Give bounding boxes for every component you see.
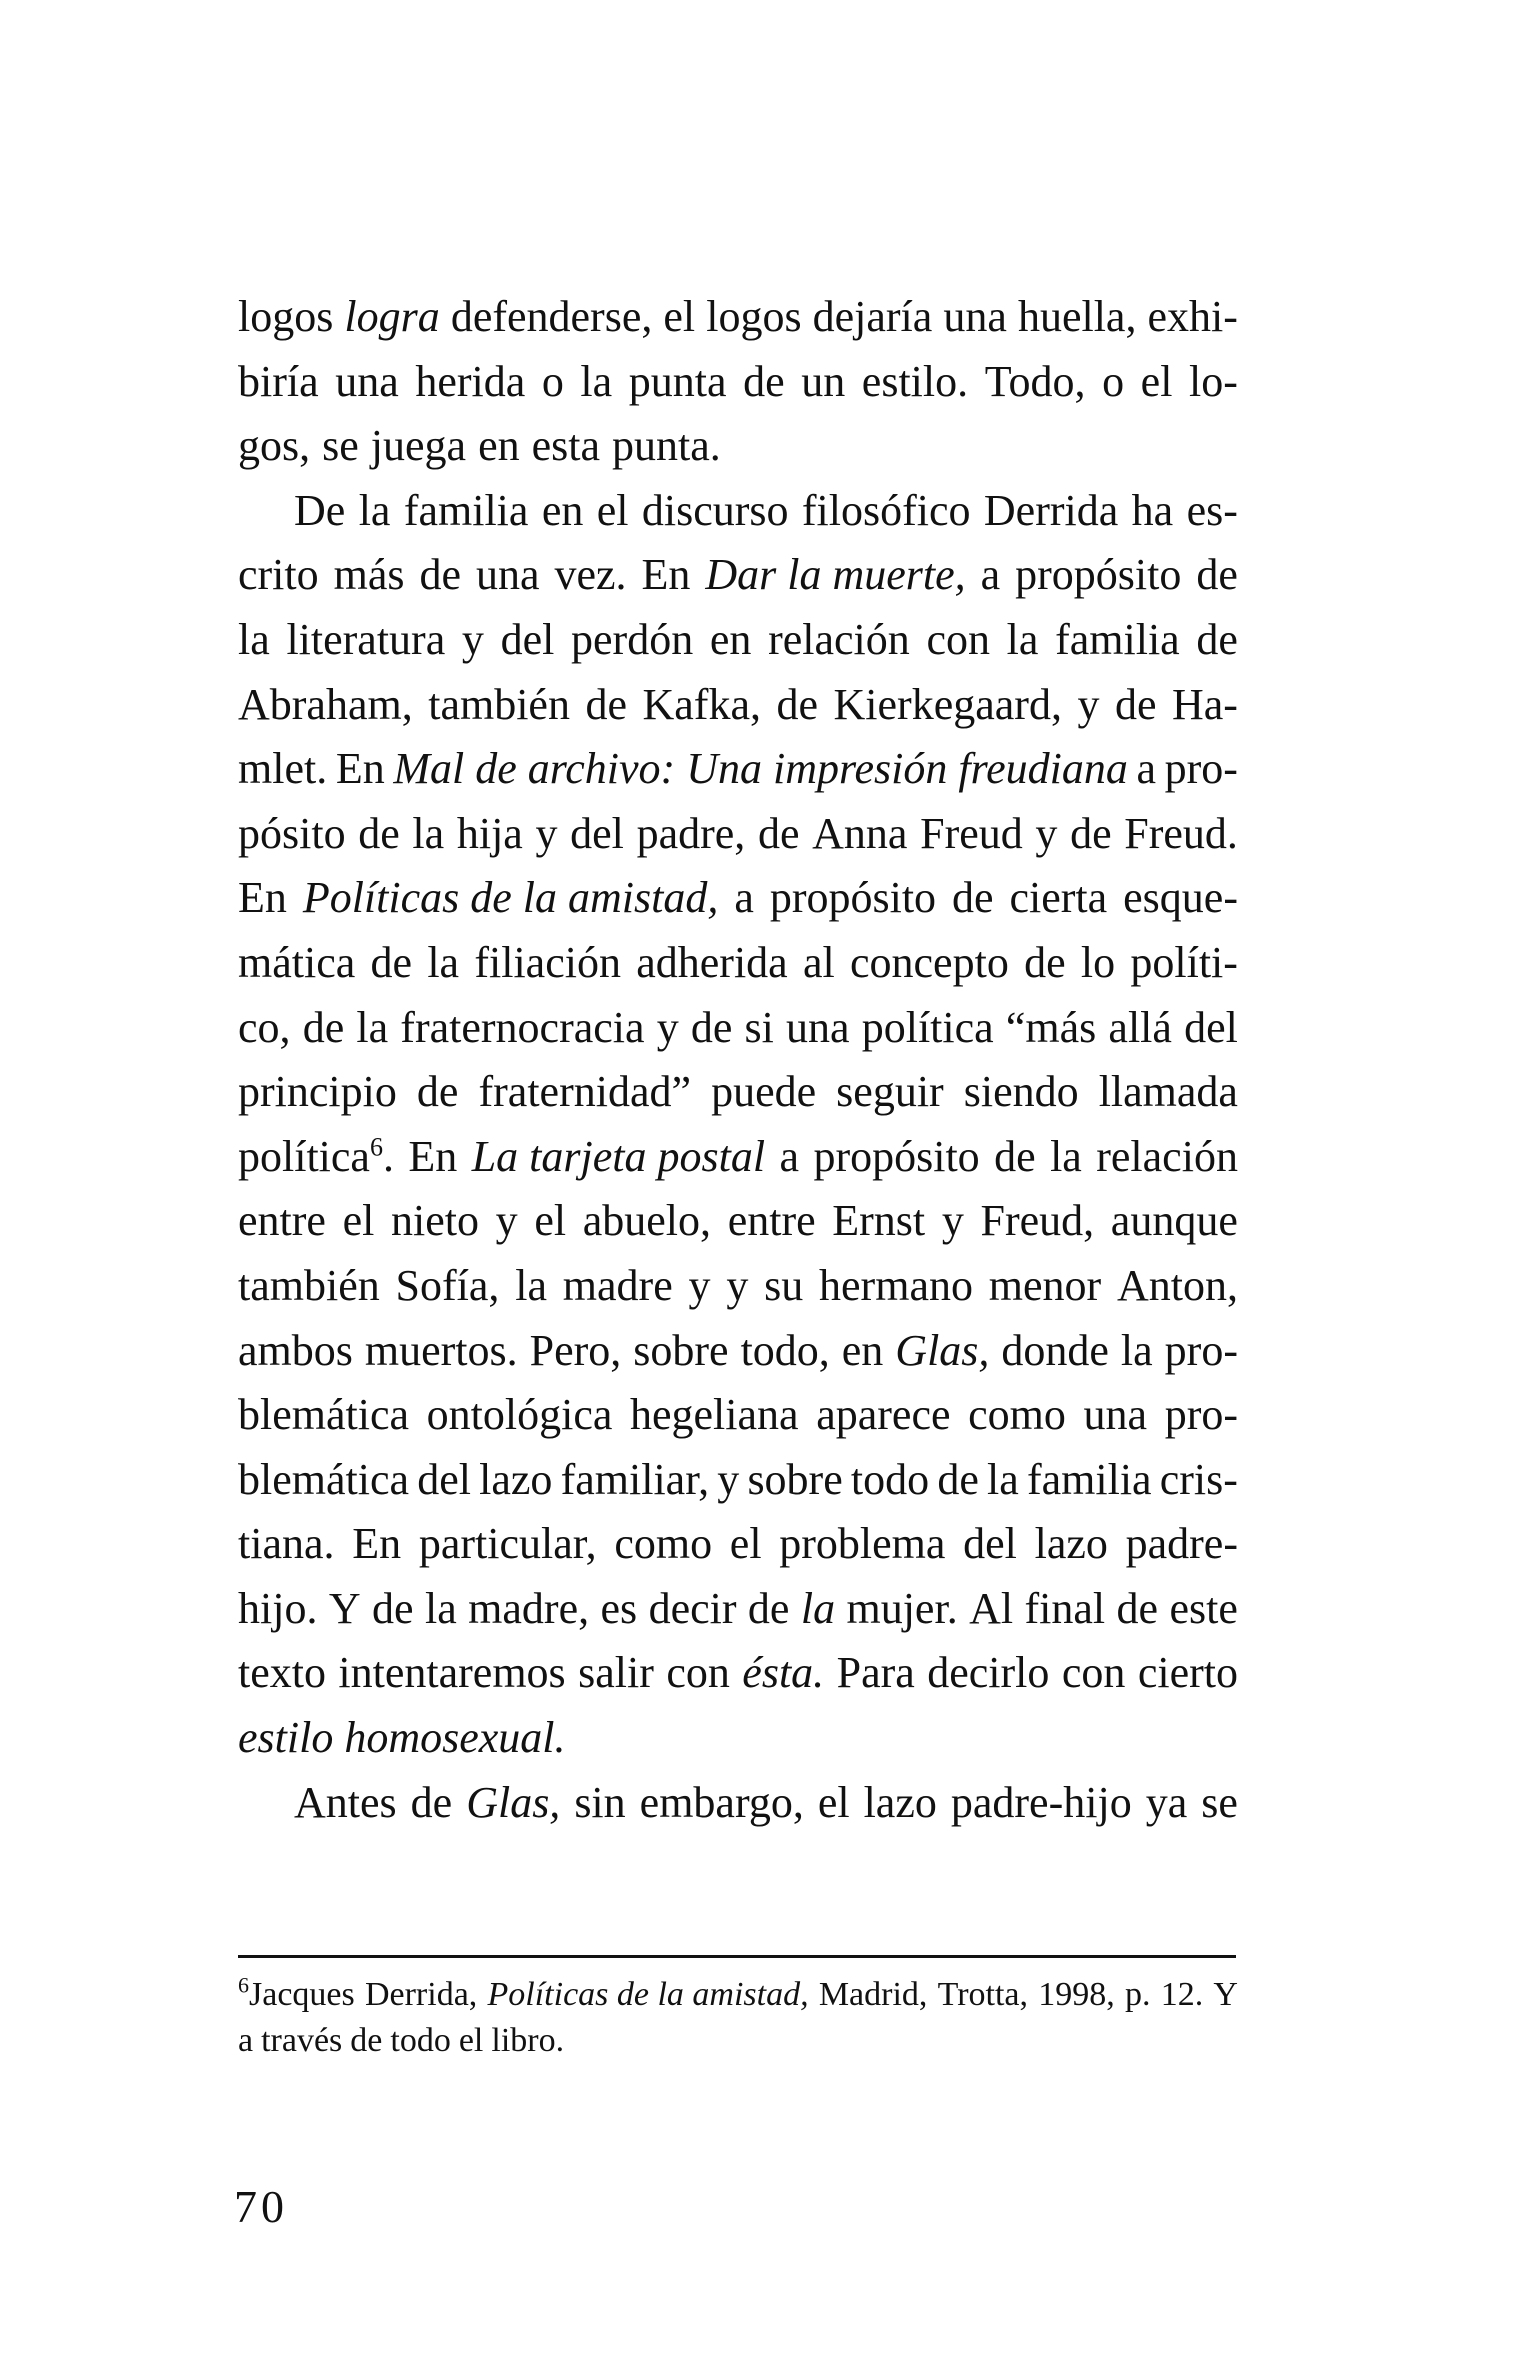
word: de <box>776 679 819 729</box>
word: Ha- <box>1171 679 1238 729</box>
word: de <box>585 679 627 729</box>
word: blemática <box>238 1390 410 1440</box>
word: pro- <box>1164 1325 1238 1375</box>
word: hijo. <box>238 1583 318 1633</box>
footnote-divider <box>238 1955 1236 1958</box>
word: literatura <box>286 614 446 664</box>
word: a <box>238 2022 254 2059</box>
text-line <box>238 350 1238 415</box>
text-line <box>238 608 1238 673</box>
word: decir <box>648 1583 737 1633</box>
word: la <box>356 1002 389 1052</box>
word: propósito <box>769 873 937 923</box>
word: libro. <box>491 2022 565 2059</box>
word: el <box>458 2022 484 2059</box>
word: la <box>800 1583 836 1633</box>
word: Kafka, <box>642 679 761 729</box>
word: En <box>408 1131 458 1181</box>
word: Trotta, <box>937 1976 1029 2013</box>
word: través <box>261 2022 343 2059</box>
word: la <box>1050 1131 1082 1181</box>
word: se <box>1201 1777 1238 1827</box>
word: todo <box>390 2022 451 2059</box>
word: con <box>1061 1648 1126 1698</box>
word: familia <box>403 485 529 535</box>
word: como <box>614 1519 713 1569</box>
word: En <box>352 1519 402 1569</box>
word: fraternocracia <box>400 1002 645 1052</box>
word: muertos. <box>364 1325 518 1375</box>
word: discurso <box>641 485 789 535</box>
word: de <box>416 1067 459 1117</box>
word: En <box>335 744 385 794</box>
word: En <box>641 550 691 600</box>
word: punta. <box>612 421 721 471</box>
text-line <box>238 1189 1238 1254</box>
word: y <box>717 1454 740 1504</box>
word: mujer. <box>846 1583 958 1633</box>
word: es <box>600 1583 638 1633</box>
text-line <box>238 1641 1238 1706</box>
word: lo- <box>1189 356 1238 406</box>
word: concepto <box>850 937 1009 987</box>
word: juega <box>370 421 467 471</box>
word: En <box>238 873 287 923</box>
word: herida <box>415 356 526 406</box>
footnote-reference: 6 <box>369 1132 383 1162</box>
word: de <box>743 356 785 406</box>
word: ontológica <box>426 1390 613 1440</box>
word: en <box>709 614 752 664</box>
word: de <box>350 2022 383 2059</box>
word: más <box>333 550 405 600</box>
word: se <box>322 421 359 471</box>
word: logra <box>344 292 440 341</box>
word: Freud. <box>1124 808 1238 858</box>
word: familia <box>1055 614 1180 664</box>
word: propósito <box>813 1131 980 1181</box>
word: donde <box>1001 1325 1109 1375</box>
word: allá <box>1108 1002 1172 1052</box>
word: siendo <box>963 1067 1079 1117</box>
word: en <box>541 485 584 535</box>
word: de <box>1114 679 1157 729</box>
word: el <box>1140 356 1173 406</box>
word: con <box>926 614 990 664</box>
word: pósito <box>238 808 346 858</box>
word: crito <box>238 550 319 600</box>
word: Mal de archivo: Una impresión freudiana <box>393 744 1128 794</box>
word: adherida <box>636 937 788 987</box>
word: y <box>495 1196 518 1246</box>
word: a <box>1136 744 1156 794</box>
word: de <box>1070 808 1112 858</box>
text-line <box>238 866 1238 931</box>
text-line <box>238 1254 1238 1319</box>
word: huella, <box>1017 292 1137 341</box>
word: salir <box>578 1648 654 1698</box>
word: del <box>963 1519 1017 1569</box>
word: de <box>937 1454 979 1504</box>
text-line <box>238 1448 1238 1513</box>
word: y <box>726 1260 749 1310</box>
word: abuelo, <box>582 1196 712 1246</box>
word: sobre <box>633 1325 729 1375</box>
word: Freud <box>920 808 1023 858</box>
word: de <box>419 550 461 600</box>
text-line <box>238 1512 1238 1577</box>
word: es- <box>1186 485 1238 535</box>
word: mática <box>238 937 356 987</box>
word: Ernst <box>832 1196 926 1246</box>
word: un <box>801 356 846 406</box>
word: la <box>987 1454 1019 1504</box>
word: el <box>663 292 696 341</box>
word: el <box>534 1196 567 1246</box>
word: “más <box>1005 1002 1097 1052</box>
word: vez. <box>554 550 627 600</box>
word: exhi- <box>1147 292 1238 341</box>
word: de <box>690 1002 733 1052</box>
word: el <box>817 1777 850 1827</box>
word: defenderse, <box>450 292 653 341</box>
word: entre <box>727 1196 816 1246</box>
word: o <box>541 356 564 406</box>
word: y <box>535 808 558 858</box>
word: una <box>1083 1390 1148 1440</box>
word: familia <box>1026 1454 1152 1504</box>
word: blemática <box>238 1454 410 1504</box>
word: menor <box>988 1260 1102 1310</box>
word: sobre <box>747 1454 843 1504</box>
word: Glas, <box>466 1777 561 1827</box>
word: el <box>596 485 629 535</box>
word: de <box>1116 1583 1159 1633</box>
word: a <box>980 550 1001 600</box>
text-line <box>238 1771 1238 1836</box>
word: Y <box>1213 1976 1238 2013</box>
text-line <box>238 1060 1238 1125</box>
word: texto <box>238 1648 326 1698</box>
word: una <box>335 356 399 406</box>
word: Glas, <box>895 1325 990 1375</box>
word: también <box>238 1260 380 1310</box>
word: fraternidad” <box>478 1067 692 1117</box>
word: de <box>747 1583 790 1633</box>
footnote-start <box>238 1972 355 2018</box>
word: filiación <box>474 937 621 987</box>
word: dejaría <box>812 292 933 341</box>
word: estilo homosexual. <box>238 1713 566 1763</box>
word: hija <box>456 808 523 858</box>
body-text <box>238 285 1238 1835</box>
word: de <box>1196 614 1238 664</box>
word: relación <box>1096 1131 1238 1181</box>
word: 12. <box>1160 1976 1204 2013</box>
word: con <box>666 1648 730 1698</box>
page-number: 70 <box>234 2181 288 2232</box>
word: pro- <box>1164 744 1238 794</box>
word: ambos <box>238 1325 353 1375</box>
word: mlet. <box>238 744 328 794</box>
text-line <box>238 543 1238 608</box>
word: filosófico <box>801 485 971 535</box>
word: tiana. <box>238 1519 335 1569</box>
word: este <box>1169 1583 1238 1633</box>
word: en <box>841 1325 884 1375</box>
word: final <box>1024 1583 1106 1633</box>
word: intentaremos <box>338 1648 566 1698</box>
word: Sofía, <box>395 1260 500 1310</box>
word: padre, <box>636 808 746 858</box>
word: particular, <box>418 1519 597 1569</box>
word: de <box>302 1002 345 1052</box>
word: Madrid, <box>818 1976 928 2013</box>
word: de <box>370 937 413 987</box>
word: política$^6$. <box>238 1131 394 1181</box>
word: la <box>515 1260 547 1310</box>
word: de <box>1024 937 1066 987</box>
word: una <box>943 292 1007 341</box>
word: la <box>358 485 391 535</box>
word: problema <box>779 1519 946 1569</box>
word: hegeliana <box>630 1390 799 1440</box>
word: lazo <box>1034 1519 1108 1569</box>
word: Anton, <box>1116 1260 1238 1310</box>
word: y <box>1035 808 1058 858</box>
footnote-marker: 6 <box>238 1972 249 1998</box>
word: todo, <box>740 1325 830 1375</box>
text-line <box>238 1706 1238 1771</box>
word: esque- <box>1123 873 1238 923</box>
word: del <box>417 1454 471 1504</box>
word: madre, <box>468 1583 590 1633</box>
word: ésta. <box>742 1648 825 1698</box>
word: Para <box>836 1648 915 1698</box>
word: logos <box>706 292 802 341</box>
word: el <box>342 1196 375 1246</box>
word: familiar, <box>560 1454 710 1504</box>
text-line <box>238 479 1238 544</box>
word: seguir <box>836 1067 944 1117</box>
word: pro- <box>1164 1390 1238 1440</box>
word: de <box>757 808 800 858</box>
word: nieto <box>391 1196 479 1246</box>
word: Derrida, <box>364 1976 478 2013</box>
footnote-line <box>238 1972 1238 2018</box>
word: y <box>688 1260 711 1310</box>
word: Kierkegaard, <box>833 679 1062 729</box>
word: padre-hijo <box>950 1777 1132 1827</box>
word: también <box>428 679 570 729</box>
word: lazo <box>479 1454 553 1504</box>
word: De <box>294 485 346 535</box>
word: punta <box>628 356 727 406</box>
word: ha <box>1131 485 1174 535</box>
word: la <box>1120 1325 1153 1375</box>
word: su <box>764 1260 804 1310</box>
word: del <box>570 808 624 858</box>
word: de <box>410 1777 453 1827</box>
word: a <box>779 1131 800 1181</box>
word: llamada <box>1098 1067 1238 1117</box>
word: a <box>734 873 754 923</box>
word: perdón <box>571 614 694 664</box>
text-line <box>238 931 1238 996</box>
word: de <box>952 873 994 923</box>
word: Al <box>969 1583 1014 1633</box>
word: la <box>238 614 270 664</box>
word: una <box>475 550 540 600</box>
text-line <box>238 802 1238 867</box>
word: ya <box>1145 1777 1188 1827</box>
word: de <box>994 1131 1036 1181</box>
word: en <box>478 421 520 471</box>
word: Todo, <box>984 356 1086 406</box>
word: hermano <box>819 1260 973 1310</box>
text-line <box>238 1319 1238 1384</box>
word: todo <box>850 1454 930 1504</box>
word: y <box>656 1002 679 1052</box>
word: embargo, <box>639 1777 804 1827</box>
word: aunque <box>1110 1196 1238 1246</box>
word: Derrida <box>983 485 1119 535</box>
word: el <box>729 1519 762 1569</box>
text-line <box>238 996 1238 1061</box>
word: de <box>358 808 400 858</box>
word: madre <box>562 1260 673 1310</box>
word: Dar la muerte, <box>705 550 966 600</box>
word: La tarjeta postal <box>471 1131 766 1181</box>
word: y <box>461 614 484 664</box>
word: de <box>1196 550 1238 600</box>
word: la <box>412 808 445 858</box>
text-line <box>238 737 1238 802</box>
word: al <box>802 937 835 987</box>
word: lo <box>1080 937 1116 987</box>
word: logos <box>238 292 334 341</box>
word: de <box>372 1583 414 1633</box>
word: Jacques <box>249 1976 355 2013</box>
word: Políticas de la amistad, <box>302 873 719 923</box>
word: como <box>968 1390 1066 1440</box>
text-line <box>238 285 1238 350</box>
word: la <box>424 1583 457 1633</box>
word: Anna <box>812 808 908 858</box>
word: co, <box>238 1002 291 1052</box>
word: 1998, <box>1038 1976 1115 2013</box>
text-line <box>238 1125 1238 1190</box>
word: decirlo <box>927 1648 1050 1698</box>
word: Freud, <box>980 1196 1095 1246</box>
word: gos, <box>238 421 311 471</box>
word: o <box>1102 356 1125 406</box>
word: la <box>1006 614 1039 664</box>
text-line <box>238 414 1238 479</box>
word: aparece <box>816 1390 951 1440</box>
word: padre- <box>1125 1519 1238 1569</box>
word: principio <box>238 1067 397 1117</box>
footnote <box>238 1972 1238 2064</box>
word: Políticas de la amistad, <box>487 1976 809 2013</box>
word: cierta <box>1009 873 1108 923</box>
word: y <box>1077 679 1100 729</box>
text-line <box>238 1577 1238 1642</box>
word: políti- <box>1130 937 1238 987</box>
word: propósito <box>1015 550 1182 600</box>
word: esta <box>531 421 601 471</box>
word: relación <box>768 614 910 664</box>
word: Antes <box>294 1777 397 1827</box>
word: Y <box>328 1583 361 1633</box>
word: cris- <box>1159 1454 1238 1504</box>
word: sin <box>574 1777 626 1827</box>
word: estilo. <box>861 356 969 406</box>
text-line <box>238 673 1238 738</box>
word: lazo <box>863 1777 937 1827</box>
word: p. <box>1124 1976 1151 2013</box>
word: Abraham, <box>238 679 413 729</box>
word: del <box>1184 1002 1238 1052</box>
word: la <box>580 356 613 406</box>
word: la <box>427 937 460 987</box>
word: una <box>786 1002 850 1052</box>
footnote-line <box>238 2018 1238 2064</box>
word: cierto <box>1137 1648 1238 1698</box>
word: puede <box>711 1067 817 1117</box>
word: Pero, <box>529 1325 622 1375</box>
text-line <box>238 1383 1238 1448</box>
word: si <box>744 1002 774 1052</box>
word: y <box>941 1196 964 1246</box>
word: política <box>861 1002 994 1052</box>
word: entre <box>238 1196 326 1246</box>
word: del <box>500 614 555 664</box>
word: biría <box>238 356 319 406</box>
